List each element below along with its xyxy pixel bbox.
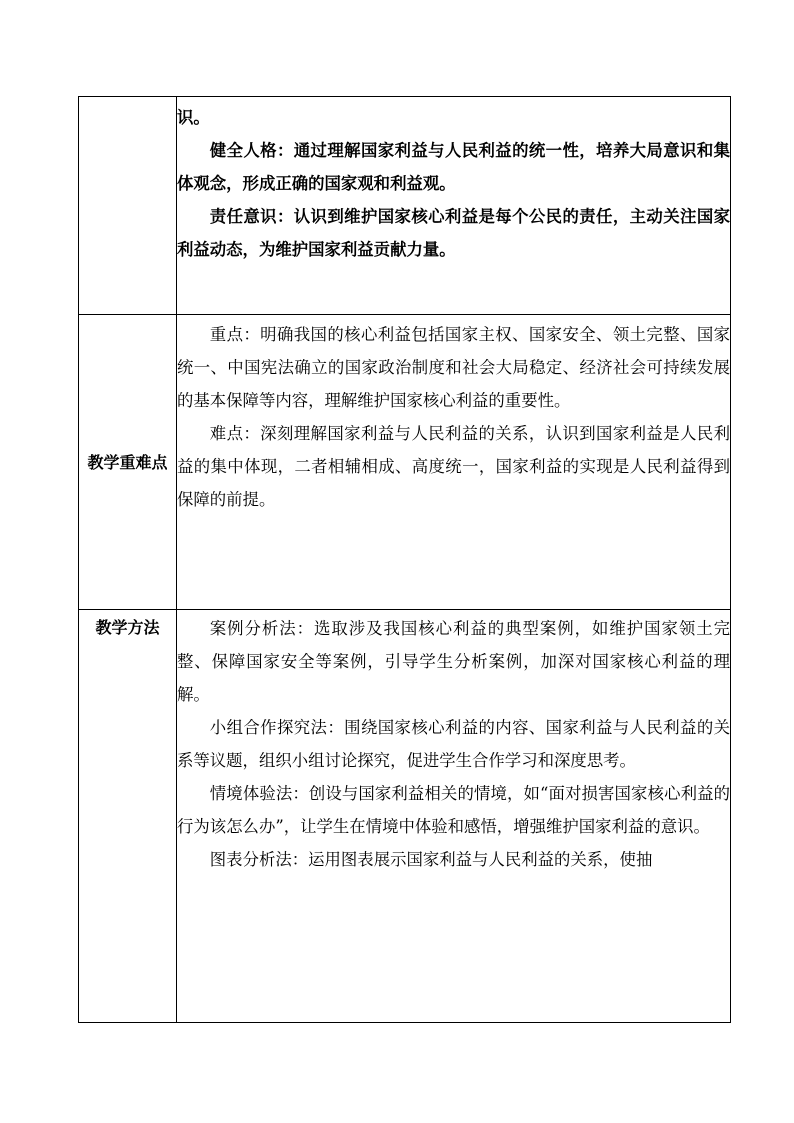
method-situational-experience: 情境体验法：创设与国家利益相关的情境，如“面对损害国家核心利益的行为该怎么办”，让学生在情境中体验和感悟，增强维护国家利益的意识。 [177,784,730,836]
key-points-label-cell [79,315,177,610]
goals-label-cell [79,97,177,315]
goals-continuation-text: 识。 [177,108,210,127]
methods-label-cell [79,610,177,1023]
lesson-plan-table [78,96,731,1023]
method-group-inquiry: 小组合作探究法：围绕国家核心利益的内容、国家利益与人民利益的关系等议题，组织小组讨论探究，促进学生合作学习和深度思考。 [177,718,730,770]
methods-label: 教学方法 [95,618,160,637]
key-points-row [79,315,731,610]
method-case-analysis: 案例分析法：选取涉及我国核心利益的典型案例，如维护国家领土完整、保障国家安全等案例，引导学生分析案例，加深对国家核心利益的理解。 [177,619,730,704]
goals-paragraph-personality: 健全人格：通过理解国家利益与人民利益的统一性，培养大局意识和集体观念，形成正确的国家观和利益观。 [177,141,730,193]
method-chart-analysis: 图表分析法：运用图表展示国家利益与人民利益的关系，使抽 [209,850,653,869]
goals-paragraph-responsibility: 责任意识：认识到维护国家核心利益是每个公民的责任，主动关注国家利益动态，为维护国家利益贡献力量。 [177,207,730,259]
methods-content-cell [177,610,731,1023]
key-points-content-cell [177,315,731,610]
key-point-paragraph: 重点：明确我国的核心利益包括国家主权、国家安全、领土完整、国家统一、中国宪法确立的国家政治制度和社会大局稳定、经济社会可持续发展的基本保障等内容，理解维护国家核心利益的重要性。 [177,325,730,410]
key-points-label: 教学重难点 [87,452,168,472]
goals-row [79,97,731,315]
methods-row [79,610,731,1023]
difficult-point-paragraph: 难点：深刻理解国家利益与人民利益的关系，认识到国家利益是人民利益的集中体现，二者相辅相成、高度统一，国家利益的实现是人民利益得到保障的前提。 [177,424,730,509]
goals-content-cell [177,97,731,315]
